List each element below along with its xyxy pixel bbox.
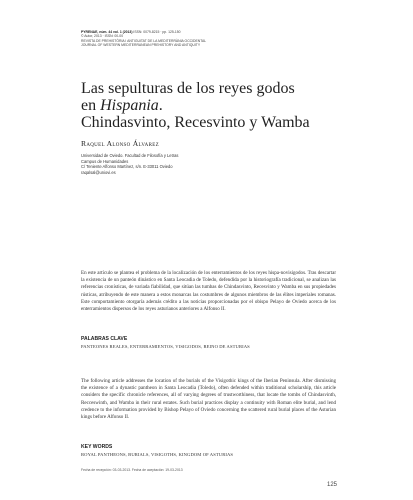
affiliation-line: Universidad de Oviedo. Facultad de Filosofía y Letras xyxy=(81,153,179,158)
affiliation-line: C/ Teniente Alfonso Martínez, s/n. E-33011 Oviedo xyxy=(81,164,173,170)
abstract-spanish: En este artículo se plantea el problema de la localización de los enterramientos de los reyes hispa-novisigodos. Tras descartar la existencia de un panteón dinástico en Santa Leocadia de Toledo, defendida por la historiografía tradicional, se analizan las referencias cronísticas, de variada fiabilidad, que sitúan las tumbas de Chindasvinto, Recesvinto y Wamba en sus propiedades rústicas, atribuyendo de este manera a estos monarcas las costumbres de algunos miembros de las élites imperiales romanas. Este comportamiento otorgaría además crédito a las noticias proporcionadas por el obispo Pelayo de Oviedo acerca de los enterramientos dispersos de los reyes asturianos anteriores a Alfonso II. xyxy=(81,270,336,313)
title-line-3: Chindasvinto, Recesvinto y Wamba xyxy=(81,114,310,131)
title-line-2 xyxy=(81,97,401,114)
page-number: 125 xyxy=(327,482,338,488)
article-title xyxy=(81,80,401,131)
journal-issn: ISSN: 0079-8215 · pp. 125-150 xyxy=(132,30,181,34)
journal-volume: PYRENAE, núm. 44 vol. 1 (2013) xyxy=(81,30,133,34)
keywords-en: ROYAL PANTHEONS, BURIALS, VISIGOTHS, KINGDOM OF ASTURIAS xyxy=(81,452,234,457)
title-line-1: Las sepulturas de los reyes godos xyxy=(81,80,295,97)
author-affiliation xyxy=(81,153,178,175)
keywords-es-heading: PALABRAS CLAVE xyxy=(81,336,128,342)
title-line-2-pre: en xyxy=(81,97,101,114)
title-line-2-italic: Hispania xyxy=(100,97,159,114)
title-line-2-post: . xyxy=(158,97,163,114)
affiliation-line: Campus de Humanidades xyxy=(81,158,129,164)
journal-name-ca: REVISTA DE PREHISTÒRIA I ANTIGUITAT DE LA MEDITERRÀNIA OCCIDENTAL xyxy=(81,38,207,43)
author-email[interactable]: raqalsal@uniovi.es xyxy=(81,169,116,175)
submission-dates: Fecha de recepción: 03-03-2013. Fecha de aceptación: 19-03-2013 xyxy=(81,468,183,472)
journal-name-en: JOURNAL OF WESTERN MEDITERRANEAN PREHISTORY AND ANTIQUITY xyxy=(81,42,201,47)
abstract-english: The following article addresses the location of the burials of the Visigothic kings of the Iberian Peninsula. After dismissing the existence of a dynastic pantheon in Santa Leocadia (Toledo), often defended within traditional scholarship, this article considers the specific chronicle references, all of varying degrees of trustworthiness, that locate the tombs of Chindasvinth, Recceswinth, and Wamba in their rural estates. Such burial practices display a continuity with Roman elite burial, and lend credence to the information provided by Bishop Pelayo of Oviedo concerning the scattered rural burial places of the Asturian kings before Alfonso II. xyxy=(81,378,336,421)
author-name: Raquel Alonso Álvarez xyxy=(81,139,159,148)
keywords-es: PANTEONES REALES, ENTERRAMIENTOS, VISIGODOS, REINO DE ASTURIAS xyxy=(81,344,250,349)
journal-header xyxy=(81,30,381,47)
journal-copyright: © Autor, 2013 · ISSN: 00-00 xyxy=(81,34,124,39)
keywords-en-heading: KEY WORDS xyxy=(81,444,113,450)
